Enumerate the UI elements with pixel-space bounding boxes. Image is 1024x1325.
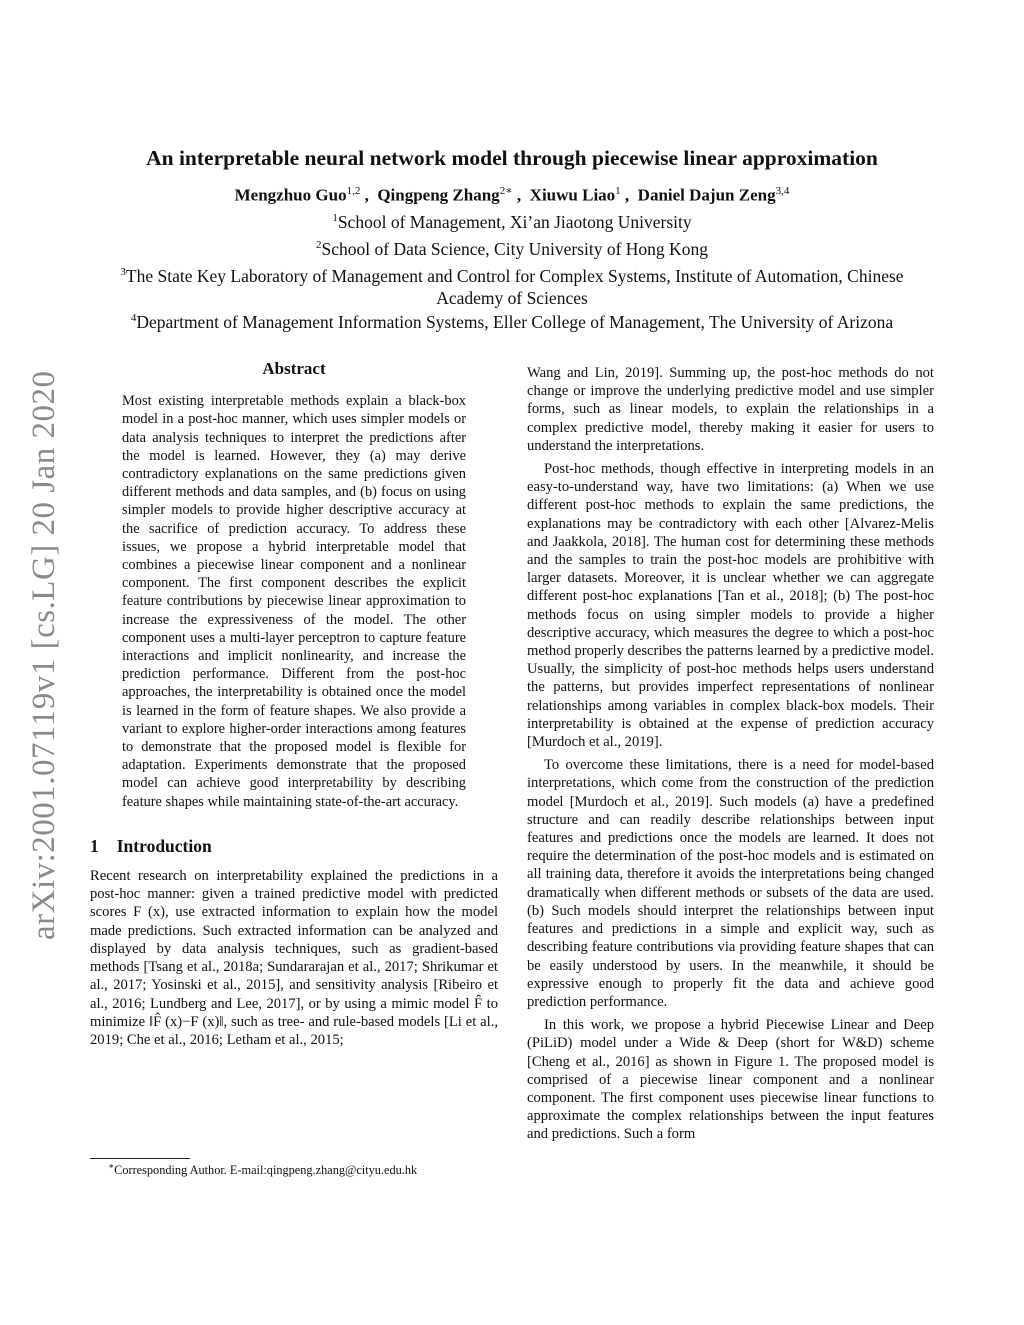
arxiv-identifier: arXiv:2001.07119v1 [cs.LG] 20 Jan 2020 xyxy=(26,370,62,940)
author-affil-mark: 3,4 xyxy=(775,185,790,197)
body-paragraph: In this work, we propose a hybrid Piecewise Linear and Deep (PiLiD) model under a Wide & Deep (short for W&D) scheme [Cheng et al., 2016] as shown in Figure 1. The proposed model is comprised of a piecewise linear component and a nonlinear component. The first component uses piecewise linear functions to approximate the complex relationships between the input features and predictions. Such a form xyxy=(527,1017,934,1143)
author-list: Mengzhuo Guo$^{1,2}$ , Qingpeng Zhang$^{2∗}$ , Xiuwu Liao$^1$ , Daniel Dajun Zeng$^{3,4}$ xyxy=(234,185,790,205)
right-column xyxy=(527,364,934,1144)
affiliation-list xyxy=(90,207,934,331)
body-paragraph: Post-hoc methods, though effective in interpreting models in an easy-to-understand way, have two limitations: (a) When we use different post-hoc methods to explain the same predictions, the explanations may be contradictory with each other [Alvarez-Melis and Jaakkola, 2018]. The human cost for determining these methods and the samples to train the post-hoc models are prohibitive with larger datasets. Moreover, it is unclear whether we can aggregate different post-hoc explanations [Tan et al., 2018]; (b) The post-hoc methods focus on using simpler models to provide a higher descriptive accuracy, which measures the degree to which a post-hoc method properly describes the patterns learned by a predictive model. Usually, the simplicity of post-hoc methods helps users understand the patterns, but provides imperfect representations of nonlinear relationships among variables in complex black-box models. Their interpretability is obtained at the expense of prediction accuracy [Murdoch et al., 2019]. xyxy=(527,461,934,751)
abstract-heading: Abstract xyxy=(262,359,326,378)
affiliation: $^3$The State Key Laboratory of Management and Control for Complex Systems, Institute of Automation, Chinese Academy of Sciences xyxy=(120,265,904,309)
intro-paragraph: Recent research on interpretability explained the predictions in a post-hoc manner: given a trained predictive model with predicted scores F (x), use extracted information to explain how the model made predictions. Such extracted information can be analyzed and displayed by data analysis techniques, such as gradient-based methods [Tsang et al., 2018a; Sundararajan et al., 2017; Shrikumar et al., 2017; Yosinski et al., 2015], and sensitivity analysis [Ribeiro et al., 2016; Lundberg and Lee, 2017], or by using a mimic model F̂ to minimize ‖F̂ (x)−F (x)‖, such as tree- and rule-based models [Li et al., 2019; Che et al., 2016; Letham et al., 2015; xyxy=(90,868,498,1048)
section-title: Introduction xyxy=(116,835,212,856)
left-column xyxy=(90,360,498,1049)
author-name: Daniel Dajun Zeng xyxy=(637,185,776,205)
author-name: Mengzhuo Guo xyxy=(234,185,347,205)
abstract-text: Most existing interpretable methods explain a black-box model in a post-hoc manner, which uses simpler models or data analysis techniques to interpret the predictions after the model is learned. However, they (a) may derive contradictory explanations on the same predictions given different methods and data samples, and (b) focus on using simpler models to provide higher descriptive accuracy at the sacrifice of prediction accuracy. To address these issues, we propose a hybrid interpretable model that combines a piecewise linear component and a nonlinear component. The first component describes the explicit feature contributions by piecewise linear approximation to increase the expressiveness of the model. The other component uses a multi-layer perceptron to capture feature interactions and implicit nonlinearity, and increase the prediction performance. Different from the post-hoc approaches, the interpretability is obtained once the model is learned in the form of feature shapes. We also provide a variant to explore higher-order interactions among features to demonstrate that the proposed model is flexible for adaptation. Experiments demonstrate that the proposed model can achieve good interpretability by describing feature shapes while maintaining state-of-the-art accuracy. xyxy=(122,393,466,810)
author-affil-mark: 2∗ xyxy=(499,185,513,197)
footnote-rule xyxy=(90,1158,190,1159)
footnote xyxy=(108,1161,508,1178)
footnote-mark: ∗ xyxy=(108,1161,115,1171)
author-name: Qingpeng Zhang xyxy=(377,185,500,205)
section-number: 1 xyxy=(90,835,99,856)
author-name: Xiuwu Liao xyxy=(529,185,616,205)
section-heading xyxy=(90,837,498,855)
affiliation: $^4$Department of Management Information Systems, Eller College of Management, The University of Arizona xyxy=(130,312,894,333)
footnote-text: Corresponding Author. E-mail:qingpeng.zhang@cityu.edu.hk xyxy=(114,1163,418,1178)
author-affil-mark: 1,2 xyxy=(346,185,361,197)
paper-title: An interpretable neural network model through piecewise linear approximation xyxy=(146,146,878,170)
affiliation: $^2$School of Data Science, City University of Hong Kong xyxy=(316,238,708,259)
author-affil-mark: 1 xyxy=(615,185,621,197)
affiliation: $^1$School of Management, Xi’an Jiaotong University xyxy=(332,211,692,232)
body-paragraph: To overcome these limitations, there is a need for model-based interpretations, which come from the construction of the prediction model [Murdoch et al., 2019]. Such models (a) have a predefined structure and can readily describe relationships between input features and predictions once the models are learned. It does not require the determination of the post-hoc models and is estimated on all training data, therefore it avoids the interpretations being changed dramatically when different methods or subsets of the data are used. (b) Such models should interpret the relationships between input features and predictions in a simple and explicit way, such as describing feature contributions via providing feature shapes that can be easily understood by users. In the meanwhile, it should be expressive enough to properly fit the data and achieve good prediction performance. xyxy=(527,757,934,1010)
body-paragraph: Wang and Lin, 2019]. Summing up, the post-hoc methods do not change or improve the underlying predictive model and use simpler forms, such as linear models, to explain the relationships in a complex predictive model, thereby making it easier for users to understand the interpretations. xyxy=(527,365,934,454)
